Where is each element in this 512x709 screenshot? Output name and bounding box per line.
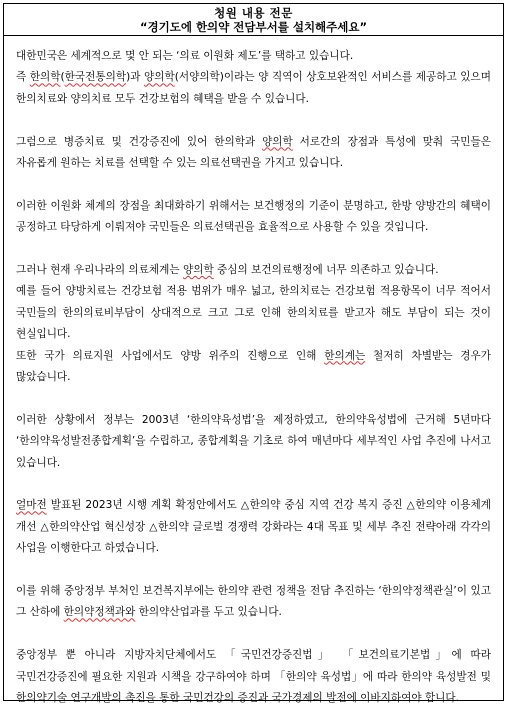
text-run: 즉 (16, 71, 30, 84)
spellcheck-word: 한국전통의학 (64, 71, 127, 84)
text-run: 예를 들어 양방치료는 건강보험 적용 범위가 매우 넓고, 한의치료는 건강보험 적용항목이 너무 적어서 국민들의 한의의료비부담이 상대적으로 크고 그로 인해 한의치료를 받고자 해도 부담이 되는 것이 현실입니다. (16, 285, 491, 341)
petition-table (3, 3, 504, 705)
text-run: 서로간의 장점과 특성에 맞춰 국민들은 자유롭게 원하는 치료를 선택할 수 있는 의료선택권을 가지고 있습니다. (16, 135, 491, 170)
spellcheck-word: 양의학 (262, 135, 293, 148)
spellcheck-word: 한의학 (29, 71, 61, 84)
spellcheck-word: 양의학 (182, 264, 214, 277)
text-run: 한의약산업과를 두고 있습니다. (135, 606, 282, 619)
body-paragraph (16, 495, 491, 559)
body-paragraph (16, 132, 491, 175)
text-run: 그러나 현재 우리나라의 의료체계는 (16, 264, 183, 277)
text-run: 중앙정부 뿐 아니라 지방자치단체에서도 「국민건강증진법」 「보건의료기본법」에 따라 국민건강증진에 필요한 지원과 시책을 강구하여야 하며 「한의약 육성법」에 따라 한의약 육성발전 및 한의약기술 연구개발의 촉진을 통한 국민건강의 증진과 국가경제의 발전에 이바지하여야 합니다. (16, 649, 491, 705)
document-subtitle: “경기도에 한의약 전담부서를 설치해주세요” (139, 20, 368, 34)
document-title: 청원 내용 전문 (214, 6, 293, 20)
header-cell (4, 4, 503, 36)
text-run: 중심의 보건의료행정에 너무 의존하고 있습니다. (213, 264, 439, 277)
spellcheck-word: 얼마전 (16, 499, 47, 512)
body-paragraph (16, 46, 491, 67)
body-paragraph (16, 581, 491, 624)
body-paragraph (16, 645, 491, 709)
text-run: 그럼으로 병증치료 및 건강증진에 있어 한의학과 (16, 135, 263, 148)
spellcheck-word: 양의학 (144, 71, 175, 84)
text-run: 이러한 상황에서 정부는 2003년 ‘한의약육성법’을 제정하였고, 한의약육성법에 근거해 5년마다 ‘한의약육성발전종합계획’을 수립하고, 종합계획을 기초로 하여 매년마다 세부적인 사업 추진에 나서고 있습니다. (16, 413, 491, 469)
text-run: (서양의학)이라는 양 직역이 상호보완적인 서비스를 제공하고 있으며 한의치료와 양의치료 모두 건강보험의 혜택을 받을 수 있습니다. (16, 71, 491, 105)
text-run: 철저히 차별받는 경우가 많았습니다. (16, 349, 492, 384)
text-run: ( (60, 71, 65, 84)
spellcheck-word: 한의약정책과와 (63, 606, 136, 619)
body-paragraph (16, 410, 491, 474)
body-paragraph (16, 281, 491, 345)
body-paragraph (16, 346, 491, 389)
body-paragraph (16, 67, 491, 110)
spellcheck-word: 한의계는 (324, 349, 366, 362)
body-paragraph (16, 260, 491, 281)
text-run: )과 (126, 71, 145, 84)
petition-body (4, 36, 503, 709)
body-paragraph (16, 196, 491, 239)
text-run: 대한민국은 세계적으로 몇 안 되는 ‘의료 이원화 제도’를 택하고 있습니다. (16, 50, 354, 62)
text-run: 이를 위해 중앙정부 부처인 보건복지부에는 한의약 관련 정책을 전담 추진하는 ‘한의약정책관실’이 있고 그 산하에 (16, 585, 491, 619)
text-run: 발표된 2023년 시행 계획 확정안에서도 △한의약 중심 지역 건강 복지 증진 △한의약 이용체계 개선 △한의약산업 혁신성장 △한의약 글로벌 경쟁력 강화라는 4대 목표 및 세부 추진 전략아래 각각의 사업을 이행한다고 하였습니다. (16, 499, 491, 555)
text-run: 이러한 이원화 체계의 장점을 최대화하기 위해서는 보건행정의 기준이 분명하고, 한방 양방간의 혜택이 공정하고 타당하게 이뤄져야 국민들은 의료선택권을 효율적으로 사용할 수 있을 것입니다. (16, 199, 491, 234)
text-run: 또한 국가 의료지원 사업에서도 양방 위주의 진행으로 인해 (16, 349, 325, 362)
